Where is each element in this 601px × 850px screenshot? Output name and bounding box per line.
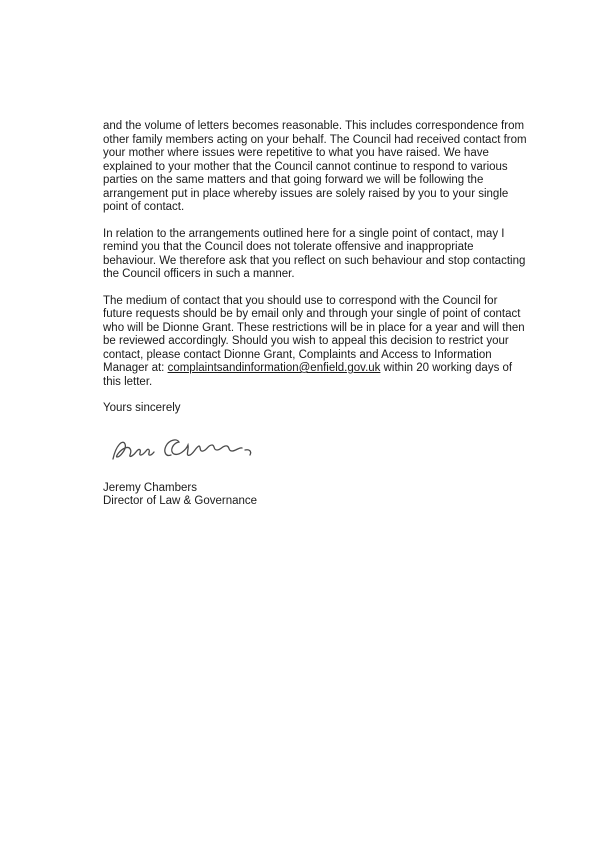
signature-image xyxy=(103,430,529,472)
paragraph-behaviour: In relation to the arrangements outlined here for a single point of contact, may I remind you that the Council does not tolerate offensive and inappropriate behaviour. We therefore ask that you reflect on such behaviour and stop contacting the Council officers in such a manner. xyxy=(103,227,526,280)
closing-salutation: Yours sincerely xyxy=(103,402,181,414)
letter-body xyxy=(103,120,529,509)
signatory-name: Jeremy Chambers xyxy=(103,481,197,494)
email-link[interactable]: complaintsandinformation@enfield.gov.uk xyxy=(167,362,381,374)
signature-stroke xyxy=(103,430,263,472)
paragraph-arrangement: and the volume of letters becomes reasonable. This includes correspondence from other family members acting on your behalf. The Council had received contact from your mother where issues were repetitive to what you have raised. We have explained to your mother that the Council cannot continue to respond to various parties on the same matters and that going forward we will be following the arrangement put in place whereby issues are solely raised by you to your single point of contact. xyxy=(103,120,527,213)
signatory-title: Director of Law & Governance xyxy=(103,495,258,507)
paragraph-contact-medium xyxy=(103,295,529,390)
paragraph-text-before-link: The medium of contact that you should use to correspond with the Council for future requests should be by email only and through your single of point of contact who will be Dionne Grant. These restrictions will be in place for a year and will then be reviewed accordingly. Should you wish to appeal this decision to restrict your contact, please contact Dionne Grant, Complaints and Access to Information Manager at: xyxy=(103,294,525,374)
paragraph-text-after-link: within 20 working days of this letter. xyxy=(103,362,513,388)
